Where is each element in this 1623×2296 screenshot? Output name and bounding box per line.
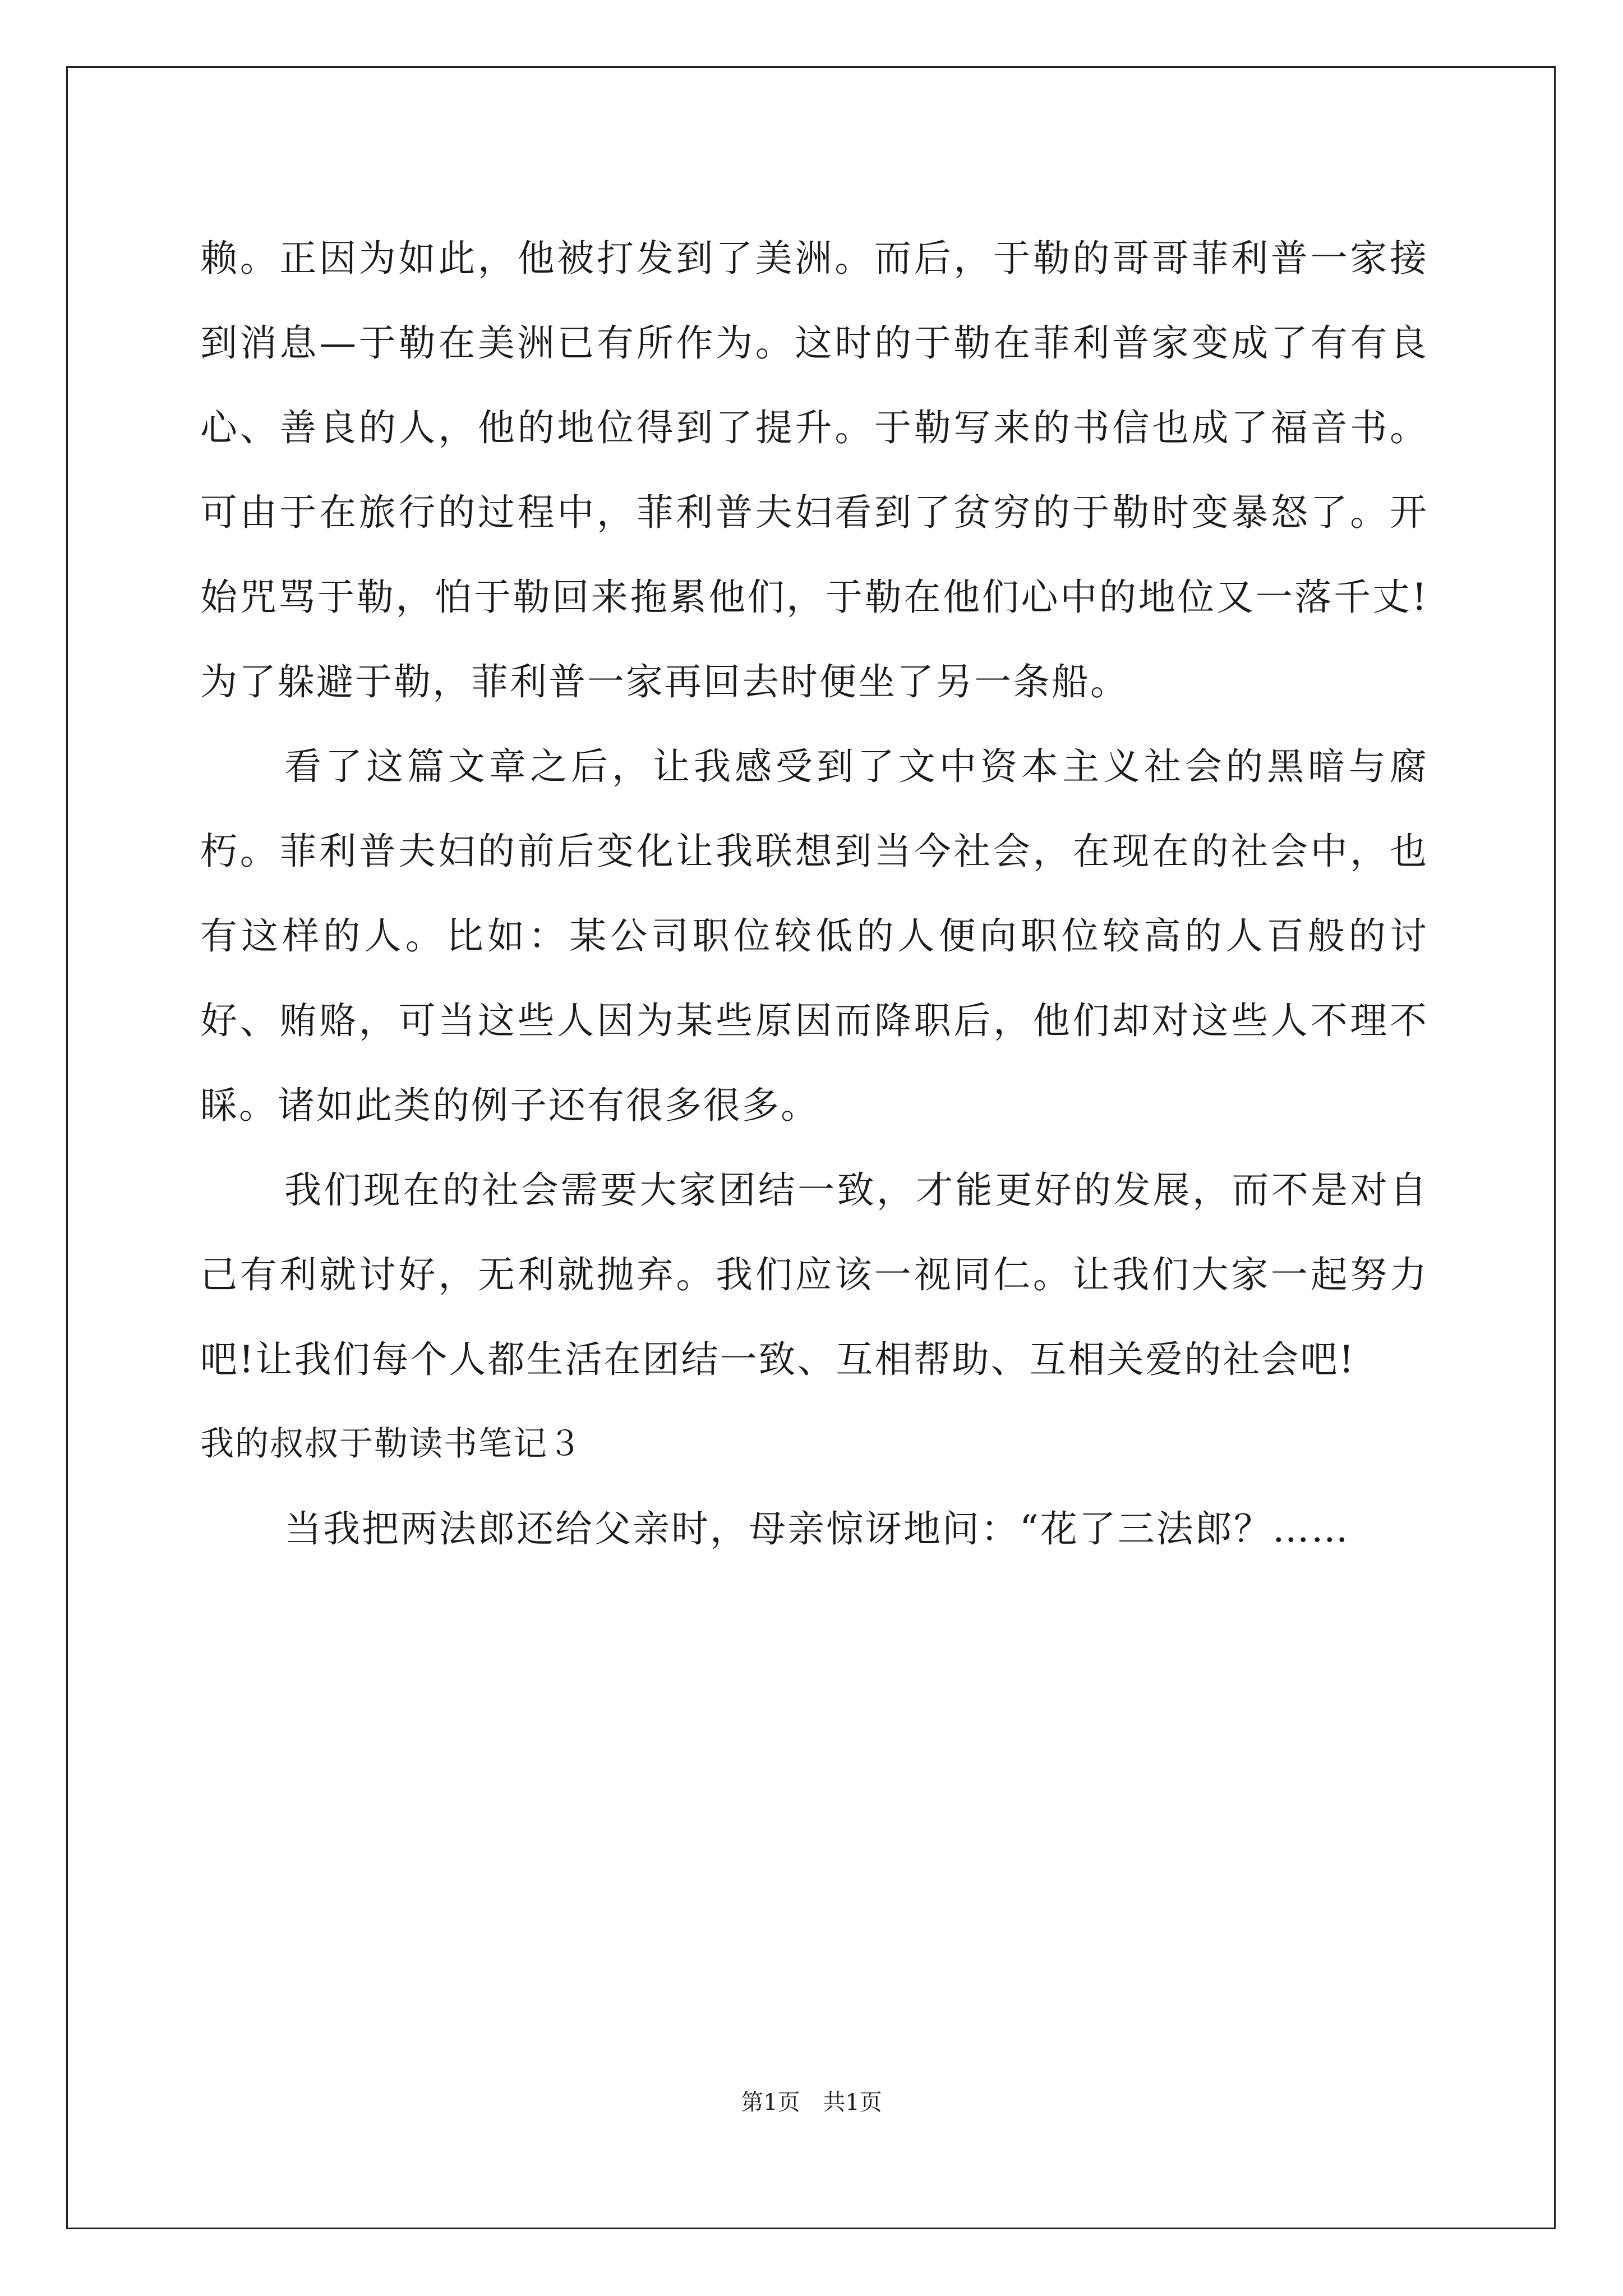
paragraph-3: 我们现在的社会需要大家团结一致，才能更好的发展，而不是对自己有利就讨好，无利就抛弃。我们应该一视同仁。让我们大家一起努力吧!让我们每个人都生活在团结一致、互相帮助、互相关爱的社会吧! [200,1168,1428,1381]
paragraph-1: 赖。正因为如此，他被打发到了美洲。而后，于勒的哥哥菲利普一家接到消息—于勒在美洲已有所作为。这时的于勒在菲利普家变成了有有良心、善良的人，他的地位得到了提升。于勒写来的书信也成了福音书。可由于在旅行的过程中，菲利普夫妇看到了贫穷的于勒时变暴怒了。开始咒骂于勒，怕于勒回来拖累他们，于勒在他们心中的地位又一落千丈!为了躲避于勒，菲利普一家再回去时便坐了另一条船。 [200,237,1428,703]
page-footer [0,2086,1623,2119]
page-current-label: 第1页 [741,2090,800,2115]
paragraph-2: 看了这篇文章之后，让我感受到了文中资本主义社会的黑暗与腐朽。菲利普夫妇的前后变化让我联想到当今社会，在现在的社会中，也有这样的人。比如：某公司职位较低的人便向职位较高的人百般的讨好、贿赂，可当这些人因为某些原因而降职后，他们却对这些人不理不睬。诸如此类的例子还有很多很多。 [200,745,1428,1127]
page-total-label: 共1页 [823,2090,882,2115]
section-title: 我的叔叔于勒读书笔记３ [200,1424,583,1464]
document-body [200,216,1428,1571]
paragraph-4: 当我把两法郎还给父亲时，母亲惊讶地问：“花了三法郎？…… [284,1507,1350,1550]
